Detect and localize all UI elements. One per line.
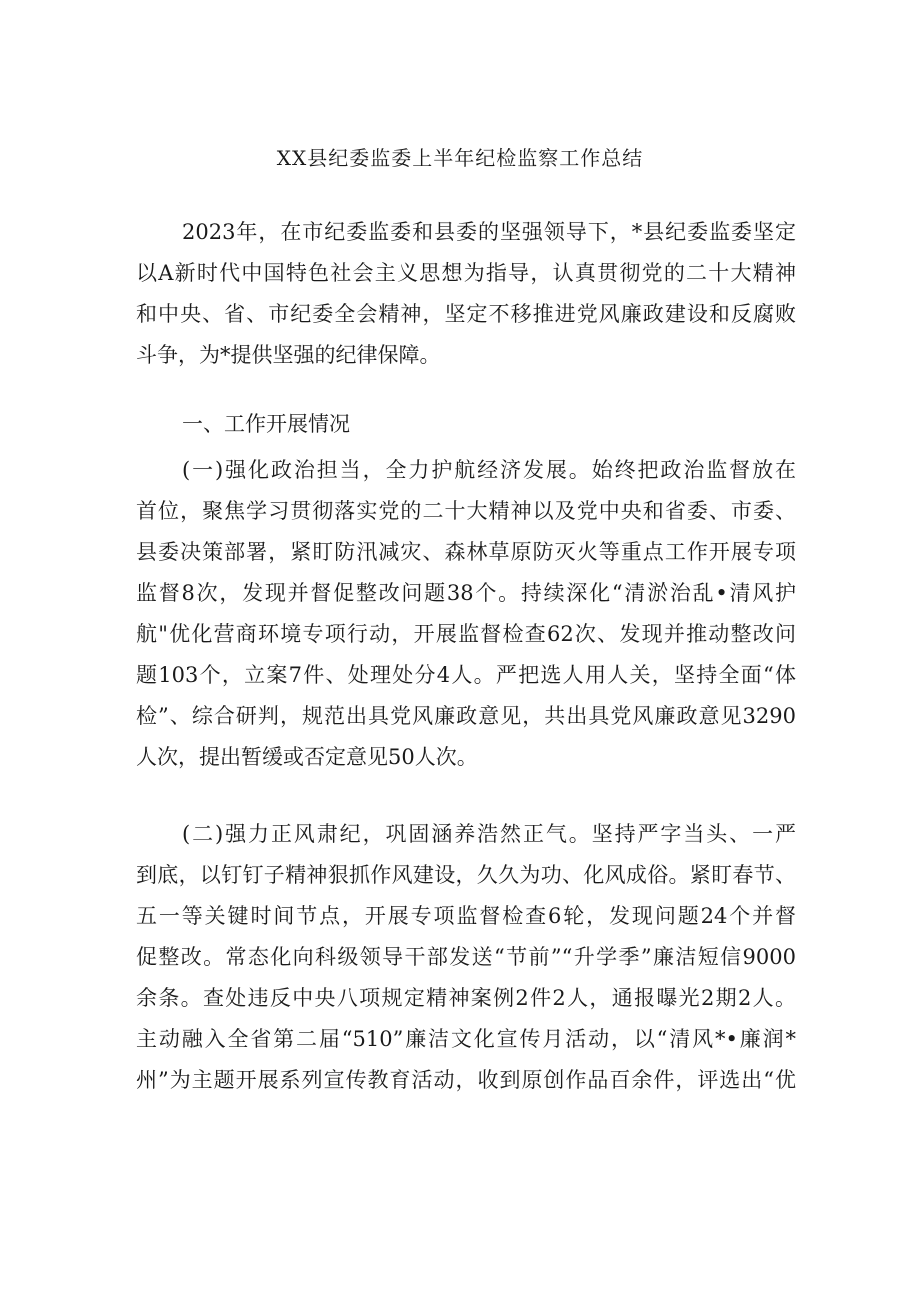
paragraph-political-supervision: [136, 450, 796, 778]
document-title: XX县纪委监委上半年纪检监察工作总结: [276, 146, 644, 170]
text-line: 2023年，在市纪委监委和县委的坚强领导下，*县纪委监委坚定: [182, 220, 796, 244]
text-line: 题103个，立案7件、处理处分4人。严把选人用人关，坚持全面“体: [136, 663, 796, 687]
text-line: 到底，以钉钉子精神狠抓作风建设，久久为功、化风成俗。紧盯春节、: [136, 863, 796, 887]
text-line: 首位，聚焦学习贯彻落实党的二十大精神以及党中央和省委、市委、: [136, 499, 796, 523]
text-line: 和中央、省、市纪委全会精神，坚定不移推进党风廉政建设和反腐败: [136, 302, 796, 326]
text-line: (二)强力正风肃纪，巩固涵养浩然正气。坚持严字当头、一严: [182, 822, 796, 846]
text-line: 州”为主题开展系列宣传教育活动，收到原创作品百余件，评选出“优: [136, 1068, 796, 1092]
paragraph-discipline-style: [136, 814, 796, 1101]
text-line: 检”、综合研判，规范出具党风廉政意见，共出具党风廉政意见3290: [136, 704, 796, 728]
text-line: 人次，提出暂缓或否定意见50人次。: [136, 745, 478, 769]
text-line: 主动融入全省第二届“510”廉洁文化宣传月活动，以“清风*•廉润*: [136, 1027, 796, 1051]
text-line: 监督8次，发现并督促整改问题38个。持续深化“清淤治乱•清风护: [136, 581, 796, 605]
text-line: 促整改。常态化向科级领导干部发送“节前”“升学季”廉洁短信9000: [136, 945, 796, 969]
text-line: 以A新时代中国特色社会主义思想为指导，认真贯彻党的二十大精神: [136, 261, 796, 285]
text-line: 余条。查处违反中央八项规定精神案例2件2人，通报曝光2期2人。: [136, 986, 796, 1010]
text-line: (一)强化政治担当，全力护航经济发展。始终把政治监督放在: [182, 458, 796, 482]
text-line: 五一等关键时间节点，开展专项监督检查6轮，发现问题24个并督: [136, 904, 796, 928]
text-line: 县委决策部署，紧盯防汛减灾、森林草原防灭火等重点工作开展专项: [136, 540, 796, 564]
section-heading-work-status: [136, 404, 796, 445]
paragraph-intro: [136, 212, 796, 376]
text-line: 航"优化营商环境专项行动，开展监督检查62次、发现并推动整改问: [136, 622, 796, 646]
section-heading: 一、工作开展情况: [182, 412, 350, 436]
text-line: 斗争，为*提供坚强的纪律保障。: [136, 343, 441, 367]
